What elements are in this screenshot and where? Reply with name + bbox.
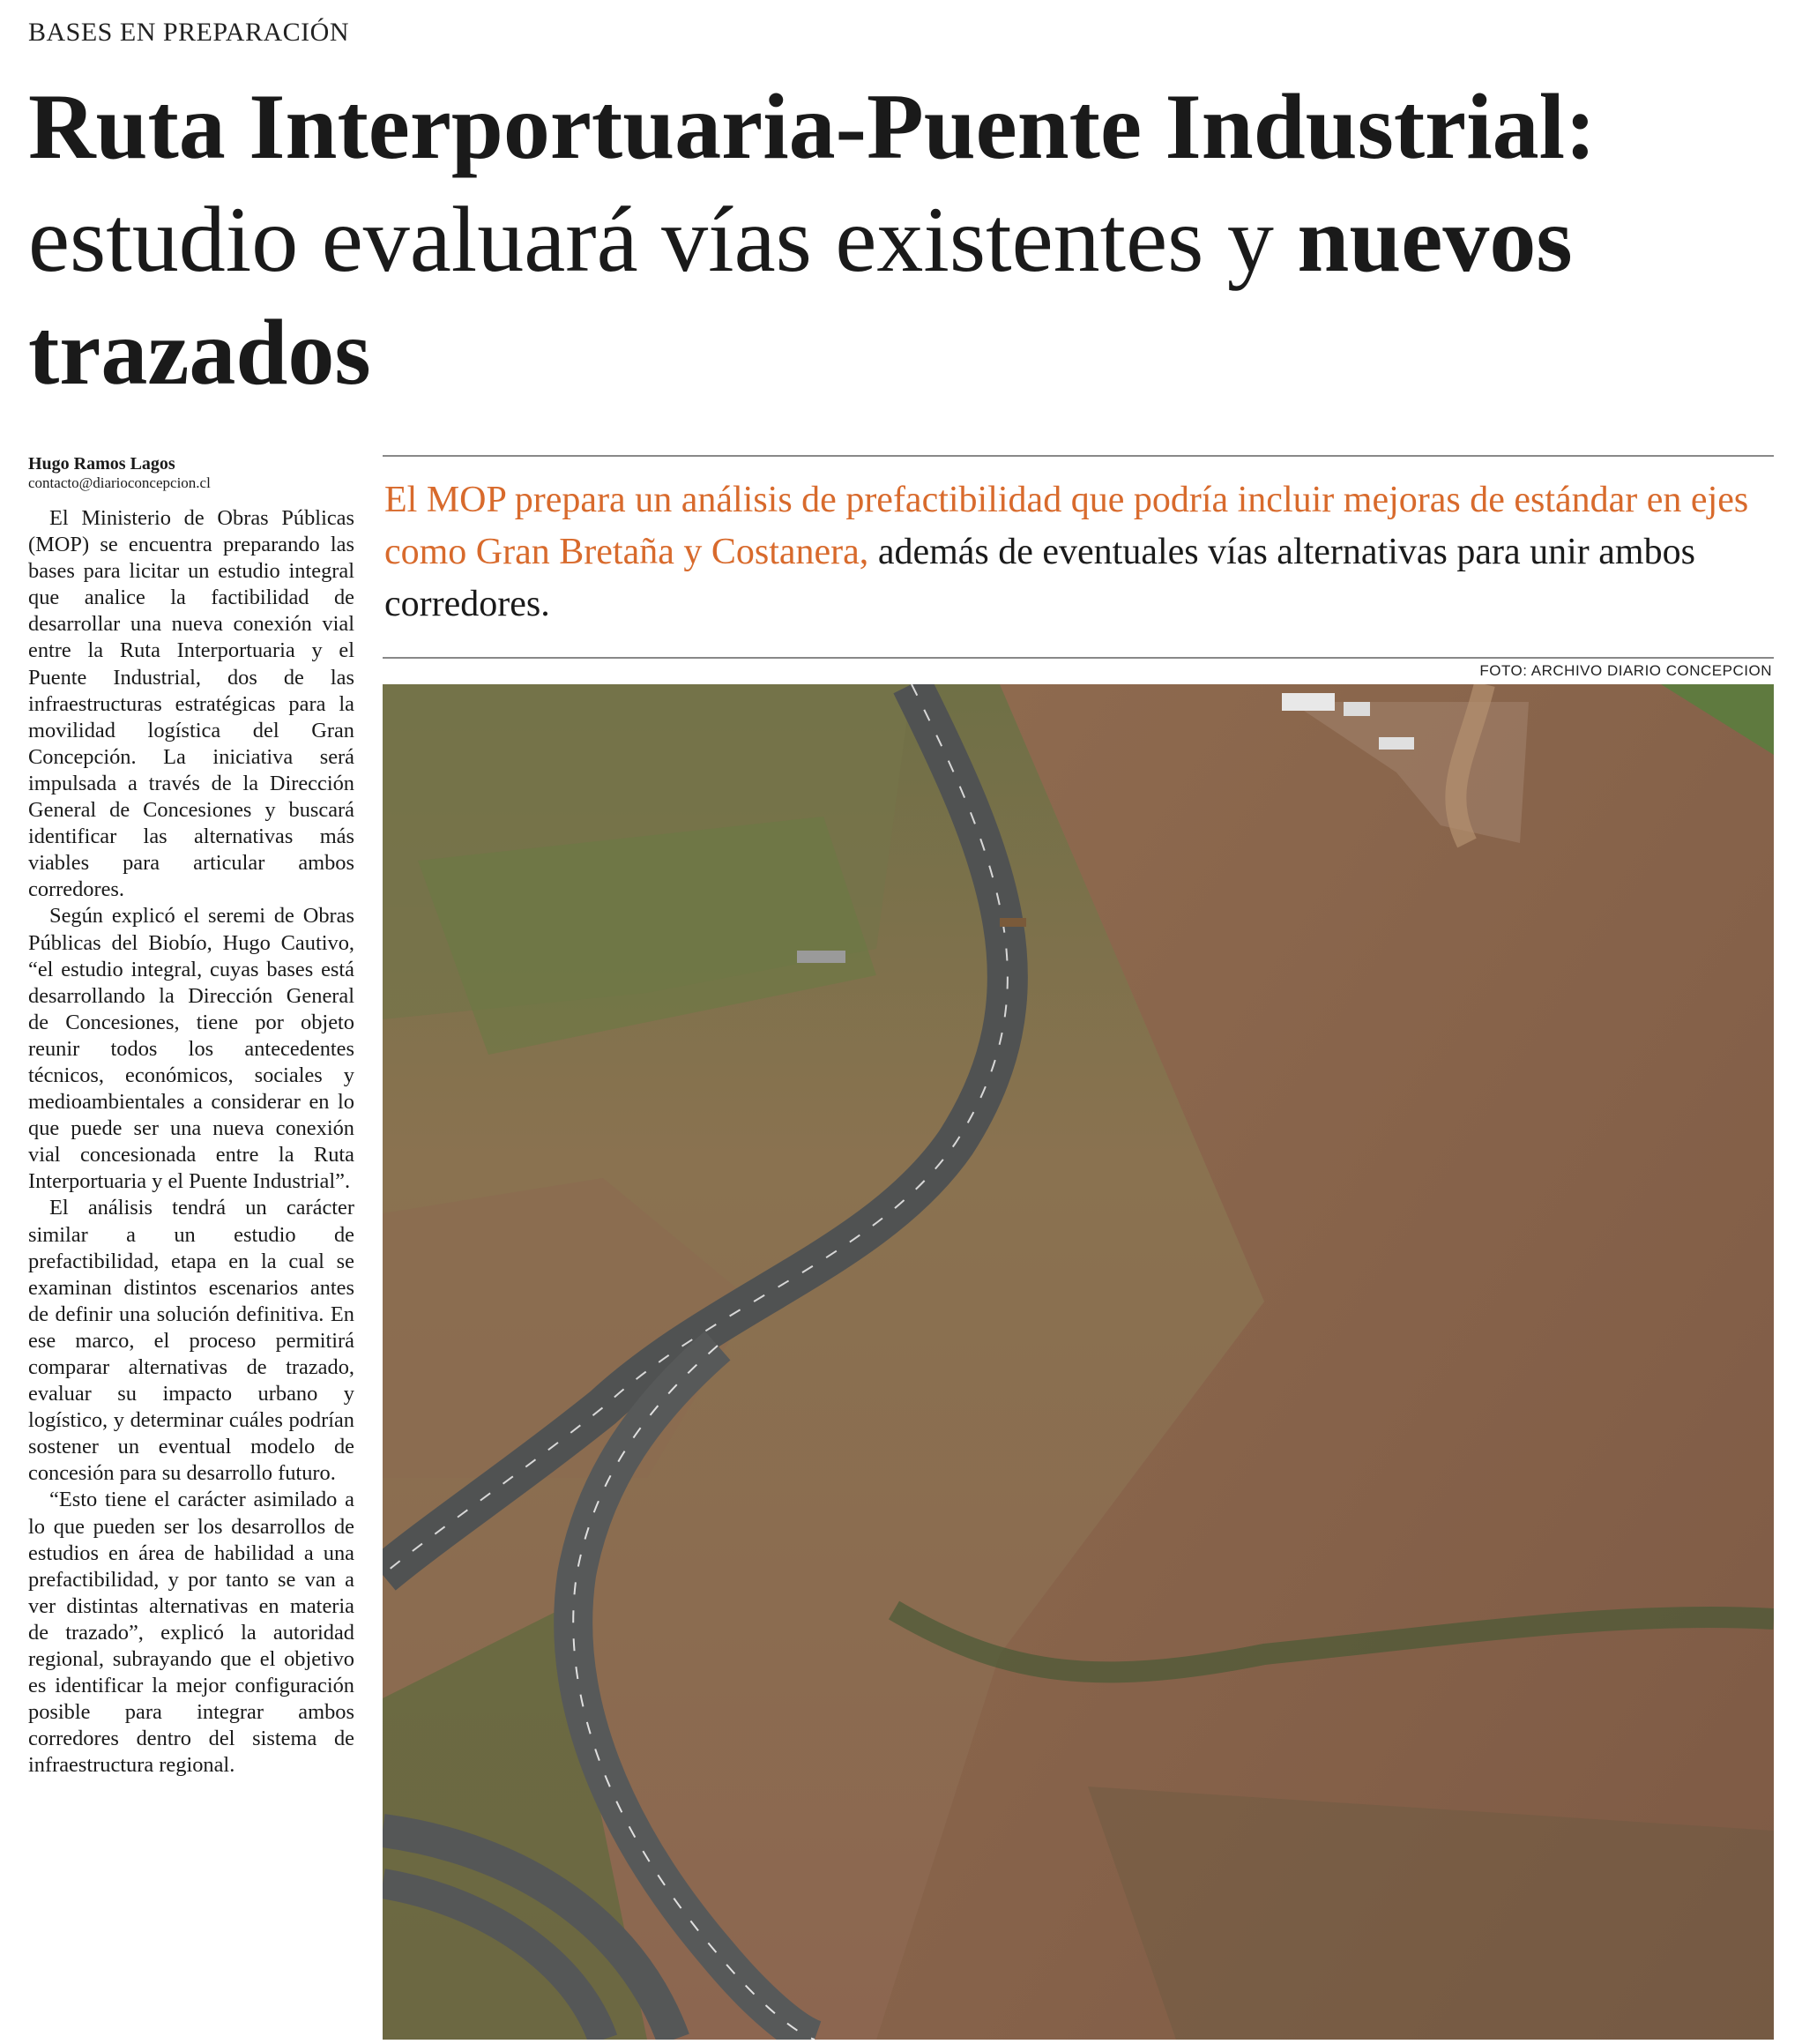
byline-author: Hugo Ramos Lagos bbox=[28, 454, 175, 474]
section-tag: BASES EN PREPARACIÓN bbox=[28, 18, 349, 47]
body-paragraph: “Esto tiene el carácter asimilado a lo que pueden ser los desarrollos de estudios en área de habilidad a una prefactibilidad, y por tanto se van a ver distintas alternativas en materia de trazado”, explicó la autoridad regional, subrayando que el objetivo es identificar la mejor configuración posible para integrar ambos corredores dentro del sistema de infraestructura regional. bbox=[28, 1488, 354, 1778]
headline-bold-end: nuevos trazados bbox=[28, 188, 1573, 404]
headline bbox=[28, 71, 1774, 409]
lead-rest-text: además de eventuales vías alternativas para unir ambos corredores. bbox=[384, 532, 1695, 624]
body-paragraph: El análisis tendrá un carácter similar a un estudio de prefactibilidad, etapa en la cual se examinan distintos escenarios antes de definir una solución definitiva. En ese marco, el proceso permitirá comparar alternativas de trazado, evaluar su impacto urbano y logístico, y determinar cuáles podrían sostener un eventual modelo de concesión para su desarrollo futuro. bbox=[28, 1196, 354, 1486]
lead-paragraph bbox=[384, 474, 1760, 630]
photo-credit: FOTO: ARCHIVO DIARIO CONCEPCION bbox=[1479, 662, 1772, 679]
lead-top-rule bbox=[383, 455, 1774, 457]
byline bbox=[28, 454, 354, 492]
byline-email[interactable]: contacto@diarioconcepcion.cl bbox=[28, 474, 211, 491]
headline-bold-part: Ruta Interportuaria-Puente Industrial: bbox=[28, 75, 1597, 178]
body-paragraph: Según explicó el seremi de Obras Públicas del Biobío, Hugo Cautivo, “el estudio integral, cuyas bases está desarrollando la Dirección General de Concesiones, tiene por objeto reunir todos los antecedentes técnicos, económicos, sociales y medioambientales a considerar en lo que puede ser una nueva conexión vial concesionada entre la Ruta Interportuaria y el Puente Industrial”. bbox=[28, 904, 354, 1194]
article-body bbox=[28, 505, 354, 1779]
lead-bottom-rule bbox=[383, 657, 1774, 659]
aerial-highway-photo bbox=[383, 684, 1774, 2040]
body-paragraph: El Ministerio de Obras Públicas (MOP) se encuentra preparando las bases para licitar un estudio integral que analice la factibilidad de desarrollar una nueva conexión vial entre la Ruta Interportuaria y el Puente Industrial, dos de las infraestructuras estratégicas para la movilidad logística del Gran Concepción. La iniciativa será impulsada a través de la Dirección General de Concesiones y buscará identificar las alternativas más viables para articular ambos corredores. bbox=[28, 506, 354, 902]
lead-accent-text: El MOP prepara un análisis de prefactibilidad que podría incluir mejoras de estándar en ejes como Gran Bretaña y Costanera, bbox=[384, 480, 1749, 572]
headline-regular-part: estudio evaluará vías existentes y bbox=[28, 188, 1298, 291]
